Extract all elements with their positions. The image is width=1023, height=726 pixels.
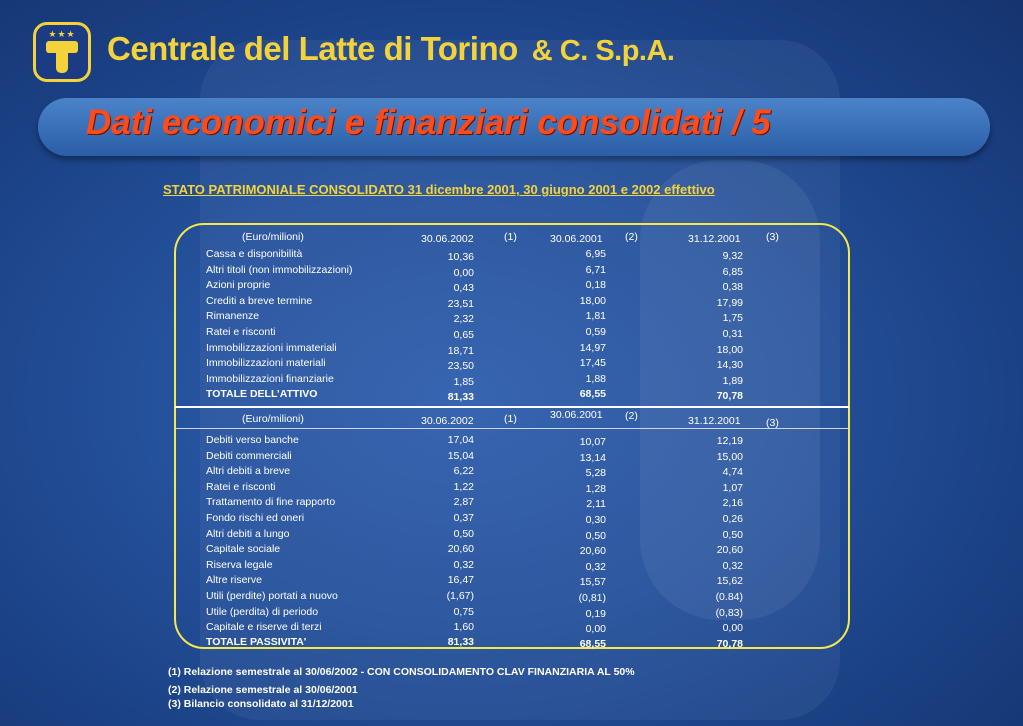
attivo-row-label: Azioni proprie <box>206 279 271 292</box>
passivo-row-value: 1,07 <box>722 481 743 494</box>
column-header-date: 31.12.2001 <box>688 415 741 427</box>
attivo-row-value: 17,45 <box>579 357 606 370</box>
column-header-date: 30.06.2001 <box>550 409 603 421</box>
column-header-date: 30.06.2001 <box>550 233 603 245</box>
section-divider <box>175 406 849 408</box>
attivo-row-value: 0,65 <box>453 329 474 341</box>
attivo-row-value: 23,51 <box>447 297 474 310</box>
attivo-row-value: 10,36 <box>447 251 474 263</box>
passivo-row-label: Fondo rischi ed oneri <box>206 512 305 524</box>
total-label: TOTALE DELL’ATTIVO <box>206 388 318 400</box>
passivo-row-label: Capitale e riserve di terzi <box>206 621 322 634</box>
passivo-row-value: 0,50 <box>453 527 474 540</box>
passivo-row-value: 15,62 <box>716 575 743 588</box>
total-value: 81,33 <box>447 636 474 648</box>
column-header-note: (3) <box>766 417 779 429</box>
passivo-row-label: Utili (perdite) portati a nuovo <box>206 590 338 602</box>
passivo-row-value: 15,04 <box>447 449 474 462</box>
passivo-row-label: Altri debiti a breve <box>206 465 291 478</box>
column-header-date: 31.12.2001 <box>688 233 741 245</box>
attivo-row-value: 1,89 <box>722 374 743 387</box>
passivo-row-value: 6,22 <box>453 465 474 478</box>
passivo-row-label: Debiti commerciali <box>206 449 292 462</box>
attivo-row-value: 18,00 <box>579 294 606 307</box>
passivo-row-value: 1,22 <box>453 480 474 493</box>
passivo-row-value: 1,28 <box>585 482 606 495</box>
attivo-row-value: 0,18 <box>585 279 606 292</box>
total-value: 68,55 <box>579 638 606 650</box>
attivo-row-value: 0,00 <box>453 266 474 279</box>
passivo-row-label: Trattamento di fine rapporto <box>206 496 336 509</box>
attivo-row-value: 1,88 <box>585 372 606 385</box>
passivo-row-label: Debiti verso banche <box>206 434 299 446</box>
attivo-row-label: Altri titoli (non immobilizzazioni) <box>206 263 353 276</box>
passivo-row-value: 20,60 <box>716 544 743 557</box>
column-header-date: 30.06.2002 <box>421 233 474 245</box>
passivo-row-label: Altre riserve <box>206 574 263 587</box>
slide-subtitle: STATO PATRIMONIALE CONSOLIDATO 31 dicembre 2001, 30 giugno 2001 e 2002 effettivo <box>163 182 715 197</box>
column-header-note: (1) <box>504 231 517 243</box>
attivo-row-value: 18,71 <box>447 344 474 357</box>
passivo-row-value: 20,60 <box>579 545 606 558</box>
passivo-row-value: 0,19 <box>585 607 606 620</box>
total-value: 81,33 <box>447 391 474 403</box>
header-rule <box>175 428 849 429</box>
passivo-row-value: 0,37 <box>453 512 474 524</box>
company-logo <box>33 22 91 82</box>
passivo-row-value: 20,60 <box>447 543 474 556</box>
passivo-row-label: Ratei e risconti <box>206 480 276 493</box>
passivo-row-label: Altri debiti a lungo <box>206 527 290 540</box>
passivo-row-label: Riserva legale <box>206 558 273 571</box>
attivo-row-label: Ratei e risconti <box>206 326 276 338</box>
passivo-row-label: Utile (perdita) di periodo <box>206 605 319 618</box>
passivo-row-value: (0.84) <box>715 591 743 603</box>
attivo-row-label: Immobilizzazioni immateriali <box>206 341 337 354</box>
company-suffix: & C. S.p.A. <box>531 35 675 67</box>
total-value: 70,78 <box>716 390 743 402</box>
passivo-row-value: 0,26 <box>722 513 743 525</box>
logo-stars-icon: ★★★ <box>48 29 76 39</box>
passivo-row-label: Capitale sociale <box>206 543 281 556</box>
passivo-row-value: 13,14 <box>579 451 606 464</box>
attivo-row-value: 0,31 <box>722 328 743 340</box>
footnote-3: (3) Bilancio consolidato al 31/12/2001 <box>168 698 354 710</box>
column-header-note: (2) <box>625 231 638 243</box>
attivo-row-label: Cassa e disponibilità <box>206 248 303 260</box>
total-value: 70,78 <box>716 638 743 650</box>
column-header-note: (1) <box>504 413 517 425</box>
total-value: 68,55 <box>579 388 606 400</box>
passivo-row-value: 12,19 <box>716 435 743 447</box>
slide-title: Dati economici e finanziari consolidati / 5 <box>86 103 771 142</box>
passivo-row-value: 0,32 <box>722 559 743 572</box>
passivo-row-value: 15,00 <box>716 450 743 463</box>
attivo-row-label: Immobilizzazioni finanziarie <box>206 372 334 385</box>
column-header-note: (3) <box>766 231 779 243</box>
passivo-row-value: 0,00 <box>722 622 743 635</box>
passivo-row-value: 0,30 <box>585 514 606 526</box>
passivo-row-value: 2,16 <box>722 497 743 510</box>
passivo-row-value: 4,74 <box>722 466 743 479</box>
passivo-row-value: (0,81) <box>578 592 606 604</box>
attivo-row-value: 6,85 <box>722 265 743 278</box>
column-header-unit: (Euro/milioni) <box>242 231 304 243</box>
attivo-row-value: 9,32 <box>722 250 743 262</box>
passivo-row-value: 0,00 <box>585 623 606 636</box>
passivo-row-value: (0,83) <box>715 606 743 619</box>
column-header-date: 30.06.2002 <box>421 415 474 427</box>
company-name <box>107 30 675 68</box>
attivo-row-value: 0,43 <box>453 282 474 295</box>
attivo-row-value: 6,71 <box>585 263 606 276</box>
passivo-row-value: 5,28 <box>585 467 606 480</box>
company-name-text: Centrale del Latte di Torino <box>107 30 518 67</box>
passivo-row-value: 1,60 <box>453 621 474 634</box>
attivo-row-value: 18,00 <box>716 343 743 356</box>
passivo-row-value: 0,75 <box>453 605 474 618</box>
footnote-1: (1) Relazione semestrale al 30/06/2002 - CON CONSOLIDAMENTO CLAV FINANZIARIA AL 50% <box>168 666 635 678</box>
passivo-row-value: 0,50 <box>722 528 743 541</box>
passivo-row-value: (1,67) <box>446 590 474 602</box>
attivo-row-value: 6,95 <box>585 248 606 260</box>
attivo-row-value: 0,38 <box>722 281 743 294</box>
passivo-row-value: 2,87 <box>453 496 474 509</box>
attivo-row-value: 14,97 <box>579 341 606 354</box>
passivo-row-value: 2,11 <box>586 498 606 511</box>
attivo-row-value: 1,81 <box>585 310 606 323</box>
passivo-row-value: 16,47 <box>447 574 474 587</box>
column-header-unit: (Euro/milioni) <box>242 413 304 425</box>
passivo-row-value: 0,50 <box>585 529 606 542</box>
attivo-row-label: Crediti a breve termine <box>206 294 313 307</box>
attivo-row-value: 17,99 <box>716 296 743 309</box>
footnote-2: (2) Relazione semestrale al 30/06/2001 <box>168 684 358 696</box>
attivo-row-value: 0,59 <box>585 326 606 338</box>
passivo-row-value: 0,32 <box>585 560 606 573</box>
attivo-row-value: 1,75 <box>722 312 743 325</box>
column-header-note: (2) <box>625 410 638 422</box>
passivo-row-value: 0,32 <box>453 558 474 571</box>
attivo-row-value: 2,32 <box>453 313 474 326</box>
passivo-row-value: 10,07 <box>579 436 606 448</box>
attivo-row-value: 14,30 <box>716 359 743 372</box>
passivo-row-value: 15,57 <box>579 576 606 589</box>
attivo-row-value: 23,50 <box>447 360 474 373</box>
passivo-row-value: 17,04 <box>447 434 474 446</box>
total-label: TOTALE PASSIVITA' <box>206 636 307 648</box>
attivo-row-label: Immobilizzazioni materiali <box>206 357 326 370</box>
attivo-row-label: Rimanenze <box>206 310 260 323</box>
attivo-row-value: 1,85 <box>453 375 474 388</box>
